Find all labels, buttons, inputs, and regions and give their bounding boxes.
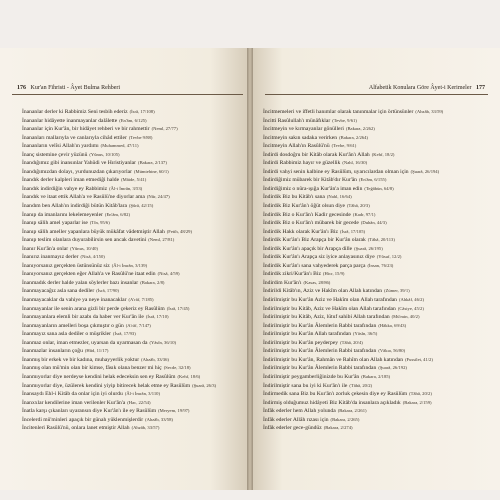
entry-text: İndirilmiştir bu Kur'ân Aziz ve Hakîm olan Allah tarafından [263, 297, 397, 304]
entry-text: İnanmayanlar ile senin arana gizli bir perde çekeriz ey Rasûlüm [22, 305, 165, 312]
index-entry [22, 330, 244, 339]
index-entry [22, 117, 244, 126]
entry-reference: (Yâsîn, 36/10) [149, 339, 177, 345]
entry-reference: (Kadr, 97/1) [352, 211, 376, 217]
index-entry [263, 108, 493, 117]
entry-text: İndirdik Kur'ân'ı sana vahyederek parça parça [263, 262, 366, 269]
entry-text: İnanmış olan mü'min olan bir kimse, fâsık olana benzer mi hiç [22, 365, 162, 372]
entry-reference: (Zümer, 39/1) [384, 288, 410, 294]
index-entry [22, 424, 244, 433]
entry-reference: (Şuarâ, 26/192) [378, 365, 407, 371]
entry-reference: (Tîn, 95/6) [89, 220, 110, 226]
entry-text: İndirdik Hakk olarak Kur'ân'ı Biz [263, 228, 339, 235]
entry-reference: (En'âm, 6/82) [104, 211, 130, 217]
index-entry [263, 228, 493, 237]
entry-text: İnanç sistemine çevir yüzünü [22, 151, 88, 158]
entry-reference: (Tâhâ, 20/113) [367, 237, 395, 243]
entry-text: İnanmazlar insanların çoğu [22, 348, 83, 355]
index-entry [263, 390, 493, 399]
left-page-header [14, 84, 120, 92]
entry-reference: (Şuarâ, 26/3) [192, 382, 217, 388]
entry-reference: (Hac, 22/54) [127, 399, 151, 405]
entry-reference: (Bakara, 2/274) [323, 425, 353, 431]
index-entry [263, 347, 493, 356]
index-entry [263, 202, 493, 211]
entry-text: İnanmayacaklar da vahiye ya neye inanacaklar [22, 297, 127, 304]
index-entry [22, 108, 244, 117]
index-entry [22, 339, 244, 348]
entry-reference: (Nisâ, 4/59) [157, 271, 180, 277]
index-entry [263, 219, 493, 228]
entry-text: İnatla karşı çıkanları uyaransın diye Kur'ân'ı ile ey Rasûlüm [22, 408, 157, 415]
index-entry [22, 262, 244, 271]
index-entry [22, 151, 244, 160]
entry-reference: (Şûrâ, 42/15) [129, 203, 154, 209]
entry-reference: (Yûnus, 10/40) [70, 245, 98, 251]
entry-text: İncitmeyin ve kırmayanlar gönülleri [263, 126, 344, 133]
entry-text: İndirilmiştir bu Kur'ân Âlemlerin Rabbi tarafından [263, 348, 377, 355]
entry-reference: (Bakara, 2/264) [339, 134, 368, 140]
index-entry [263, 296, 493, 305]
entry-text: İndirdim Kur'ân'ı [263, 279, 302, 286]
entry-reference: (Hâkka, 69/43) [378, 322, 407, 328]
entry-reference: (Muhammed, 47/11) [100, 143, 139, 149]
entry-text: İndirilmiştir bu Kitâb, Aziz, lütuf sahibi Allah tarafından [263, 314, 390, 321]
entry-text: İnanıp sâlih ameller yapanlara büyük mükâfat vâdetmiştir Allah [22, 228, 165, 235]
entry-reference: (Bakara, 2/8) [140, 279, 165, 285]
entry-text: İnanmıyorlar diye, üzülerek kendini yiyip bitirecek helak etme ey Rasûlüm [22, 382, 191, 389]
entry-text: İndirilmiştir bu Kur'ân Âlemlerin Rabbi tarafından [263, 322, 377, 329]
entry-reference: (Kehf, 18/6) [177, 373, 201, 379]
index-entry [263, 373, 493, 382]
index-entry [263, 159, 493, 168]
entry-reference: (Neml, 27/81) [148, 237, 175, 243]
index-entry [263, 211, 493, 220]
entry-reference: (Şuarâ, 26/194) [410, 168, 440, 174]
entry-reference: (Âl-i İmrân, 3/53) [109, 185, 143, 191]
entry-text: İndirmiş olduğumuz hidâyeti Biz Kitâb'da insanlara açıkladık [263, 399, 401, 406]
entry-text: İndirilmiştir bu Kur'ân Âlemlerin Rabbi tarafından [263, 365, 377, 372]
right-page [253, 48, 500, 490]
index-entry [22, 142, 244, 151]
book-spread [0, 48, 500, 490]
index-entry [22, 185, 244, 194]
index-entry [22, 364, 244, 373]
entry-reference: (Bakara, 2/185) [361, 373, 391, 379]
entry-reference: (Âl-i İmrân, 3/110) [124, 391, 160, 397]
index-entry [22, 159, 244, 168]
entry-reference: (Şuarâ, 26/195) [354, 245, 383, 251]
index-entry [263, 193, 493, 202]
right-header-rule [265, 94, 488, 95]
index-entry [22, 168, 244, 177]
left-running-title: Kur'an Fihristi - Âyet Bulma Rehberi [30, 85, 121, 91]
entry-reference: (Kasas, 28/86) [303, 279, 331, 285]
index-entry [263, 416, 493, 425]
entry-text: İnananlar hidâyette inanmayanlar dalâlette [22, 117, 118, 124]
entry-text: İnananları mallarıyla ve canlarıyla cihâd ettiler [22, 134, 127, 141]
entry-text: İndirdik Biz bu Kitâb'ı sana [263, 194, 325, 201]
entry-reference: (Bakara, 2/265) [330, 416, 360, 422]
entry-reference: (A'râf, 7/147) [125, 322, 151, 328]
entry-reference: (Yâsîn, 36/5) [353, 331, 378, 337]
index-entry [263, 125, 493, 134]
index-entry [22, 219, 244, 228]
entry-reference: (Tâhâ, 20/4) [340, 339, 363, 345]
entry-text: İndirdik Biz o Kur'ân'ı mübarek bir gecede [263, 220, 359, 227]
entry-reference: (Fussilet, 41/2) [405, 356, 433, 362]
index-entry [22, 287, 244, 296]
index-entry [263, 151, 493, 160]
entry-reference: (Ahzâb, 33/57) [131, 425, 160, 431]
index-entry [263, 330, 493, 339]
entry-reference: (Teğâbün, 64/8) [364, 185, 394, 191]
left-entry-list [22, 108, 244, 433]
entry-reference: (İnsan, 76/23) [367, 262, 394, 268]
index-entry [263, 262, 493, 271]
entry-reference: (İsrâ, 17/10) [145, 314, 169, 320]
index-entry [22, 134, 244, 143]
entry-text: İndirdik Biz Kur'ân'ı öğüt olsun diye [263, 203, 346, 210]
entry-text: İnanıyorsanız gerçekten üstünsünüz siz [22, 262, 110, 269]
entry-reference: (Vâkıa, 56/80) [378, 348, 406, 354]
entry-text: İnanırız inanmayız derler [22, 254, 79, 261]
left-page-number: 176 [17, 85, 26, 91]
entry-text: İndirilmiştir peygamberliğinizde bu Kur'ân [263, 373, 360, 380]
index-entry [22, 228, 244, 237]
entry-text: İnanmayanlara elemli bir azabı da haber ver Kur'ân ile [22, 314, 144, 321]
entry-reference: (İsrâ, 17/108) [129, 109, 155, 114]
entry-reference: (Tâhâ, 20/2) [349, 382, 373, 388]
entry-reference: (Ahzâb, 33/59) [415, 109, 444, 114]
index-entry [22, 253, 244, 262]
entry-reference: (İsrâ, 17/93) [113, 331, 136, 337]
entry-text: İnansaydı Ehl-i Kitâb da onlar için iyi olurdu [22, 391, 123, 398]
entry-text: İnandım ben Allah'ın indirdiği bütün Kitâb'lara [22, 203, 128, 210]
entry-text: İndirdiğimiz o nûra-ışığa Kur'ân'a iman edin [263, 185, 363, 192]
entry-text: İndirilmiştir bu Kur'ân Allah tarafından [263, 331, 352, 338]
entry-reference: (İsrâ, 17/90) [96, 288, 119, 294]
entry-text: İndirdik Kur'ân'ı Arapça siz iyice anlayasınız diye [263, 254, 375, 261]
entry-text: İnfâk ederler Allâh rızası için [263, 416, 329, 423]
entry-reference: (Câsiye, 45/2) [397, 305, 424, 311]
entry-reference: (Mü'min, 40/2) [391, 314, 420, 320]
entry-text: İnandık indirdiğin vahye ey Rabbimiz [22, 185, 108, 192]
entry-text: İnananların velîsi Allah'ın yardımı [22, 143, 99, 150]
entry-text: İndirdik zikri/Kur'ân'ı Biz [263, 271, 321, 278]
index-entry [263, 356, 493, 365]
entry-reference: (Tevbe, 9/61) [331, 143, 357, 149]
entry-text: İnanıp da imanlarını lekelemeyenler [22, 211, 103, 218]
index-entry [263, 176, 493, 185]
index-entry [22, 356, 244, 365]
entry-reference: (Ahzâb, 33/36) [141, 356, 169, 362]
entry-reference: (Ahzâb, 33/58) [145, 416, 173, 422]
index-entry [22, 382, 244, 391]
entry-reference: (Yûsuf, 12/2) [376, 254, 402, 260]
index-entry [22, 373, 244, 382]
entry-reference: (Kehf, 18/2) [371, 151, 395, 157]
index-entry [263, 287, 493, 296]
entry-reference: (A'râf, 7/185) [128, 297, 154, 303]
entry-text: İnanmayız sana asla dediler o müşrikler [22, 331, 112, 338]
index-entry [22, 279, 244, 288]
entry-reference: (En'âm, 6/125) [119, 117, 147, 123]
entry-reference: (Neml, 27/77) [151, 126, 178, 132]
index-entry [263, 185, 493, 194]
index-entry [22, 399, 244, 408]
entry-text: İncitenleri Rasûlü'nü, onlara lanet etmiştir Allah [22, 425, 130, 432]
entry-text: İnfâk ederler gece-gündüz [263, 425, 322, 432]
index-entry [263, 117, 493, 126]
index-entry [263, 407, 493, 416]
entry-text: İnanmadık derler halde yalan söylerler bazı insanlar [22, 279, 139, 286]
left-header-rule [12, 94, 243, 95]
entry-text: İnanmıyorlar diye nerdeyse kendini helak edeceksin sen ey Rasûlüm [22, 373, 176, 380]
entry-text: İndirilmiştir bu Kitâb, Aziz ve Hakîm olan Allah tarafından [263, 305, 396, 312]
entry-text: İnanmayanların amelleri boşa çıkmıştır o gün [22, 322, 124, 329]
right-running-title: Alfabetik Konulara Göre Âyet-i Kerimeler [368, 85, 472, 91]
entry-reference: (Âl-i İmrân, 3/139) [111, 262, 148, 268]
entry-text: İnananlar için Kur'ân, bir hidâyet rehberi ve bir rahmettir [22, 126, 150, 133]
index-entry [263, 236, 493, 245]
index-entry [22, 347, 244, 356]
entry-text: İndirmedik sana Biz bu Kur'ân'ı zorluk çekesin diye ey Rasûlüm [263, 391, 408, 398]
entry-text: İnananlar derler ki Rabbimiz Seni tesbih ederiz [22, 109, 128, 115]
entry-reference: (Yûnus, 10/105) [89, 151, 120, 157]
entry-text: İndirdiğimiz mübarek bir Kitâb'dır Kur'ân [263, 177, 357, 184]
entry-text: İnanmayacağız asla sana dediler [22, 288, 95, 295]
index-entry [263, 313, 493, 322]
entry-reference: (Nisâ, 4/150) [80, 254, 105, 260]
index-entry [263, 270, 493, 279]
entry-text: İnandığımızdan dolayı, yurdunuzdan çıkarıyorlar [22, 168, 132, 175]
index-entry [22, 322, 244, 331]
index-entry [22, 193, 244, 202]
entry-reference: (Mümtehine, 60/1) [133, 168, 169, 174]
index-entry [263, 245, 493, 254]
entry-reference: (Ahkâf, 46/2) [398, 297, 424, 303]
entry-reference: (Bakara, 2/137) [138, 160, 167, 166]
index-entry [22, 125, 244, 134]
entry-text: İnanxxlar kendilerine iman verilenler Kur'ân'a [22, 399, 126, 406]
entry-text: İncitti Rasûlullah'ı münâfıklar [263, 117, 331, 124]
entry-text: İnanıyorsanız gerçekten eğer Allah'a ve Rasûlü'ne itaat edin [22, 271, 156, 278]
index-entry [22, 202, 244, 211]
index-entry [22, 245, 244, 254]
index-entry [263, 322, 493, 331]
entry-reference: (Tâhâ, 20/3) [347, 203, 370, 209]
entry-text: İndirdi Rabbimiz hayır ve güzellik [263, 160, 341, 167]
index-entry [22, 313, 244, 322]
index-entry [263, 305, 493, 314]
right-page-header [369, 84, 488, 92]
index-entry [22, 407, 244, 416]
entry-reference: (Bakara, 2/159) [402, 399, 432, 405]
entry-text: İnanmaz onlar, iman etmezler, uyarsan da uyarmasan da [22, 339, 148, 346]
entry-reference: (Tâhâ, 20/2) [409, 391, 432, 397]
entry-text: İndirdi vahyi senin kalbine ey Rasûlüm, uyarıcılardan olman için [263, 168, 409, 175]
entry-text: İndirdi dosdoğru bir Kitâb olarak Kur'ân'ı Allah [263, 151, 370, 158]
entry-reference: (Hicr, 15/9) [322, 271, 345, 277]
entry-text: İndirilmiştir bu Kur'ân, Rahmân ve Rahîm olan Allah katından [263, 356, 404, 363]
index-entry [22, 296, 244, 305]
entry-text: İndirdik Kur'ân'ı apaçık bir Arapça dille [263, 245, 353, 252]
index-entry [22, 416, 244, 425]
entry-reference: (Nahl, 16/64) [326, 194, 352, 200]
entry-text: İnfâk ederler hem Allah yolunda [263, 408, 336, 415]
entry-text: İnanır Kur'ân'a onlar [22, 245, 69, 252]
entry-reference: (Secde, 32/18) [163, 365, 191, 371]
left-page [0, 48, 247, 490]
entry-reference: (İsrâ, 17/105) [340, 228, 366, 234]
entry-text: İndirilmiştir sana bu iyi ki Kur'ân'ı ile [263, 382, 348, 389]
index-entry [22, 390, 244, 399]
right-page-number: 177 [476, 85, 485, 91]
entry-text: İnanıp teslim olanlara duyurabilirsin sen ancak davetini [22, 237, 147, 244]
entry-reference: (Nahl, 16/30) [342, 160, 368, 166]
index-entry [263, 134, 493, 143]
index-entry [263, 424, 493, 433]
index-entry [22, 236, 244, 245]
entry-reference: (En'âm, 6/155) [358, 177, 387, 183]
entry-reference: (Duhân, 44/3) [360, 220, 387, 226]
right-entry-list [263, 108, 493, 433]
index-entry [263, 399, 493, 408]
index-entry [263, 279, 493, 288]
entry-text: İnandık ve itaat ettik Allah'a ve Rasûlü'ne diyorlar ama [22, 194, 145, 201]
index-entry [22, 211, 244, 220]
entry-reference: (Tevbe 9/88) [128, 134, 153, 140]
index-entry [263, 253, 493, 262]
entry-text: İndirdik Biz o Kur'ân'ı Kadir gecesinde [263, 211, 351, 218]
entry-text: İncitmeyin Allah'ın Rasûlü'nü [263, 143, 330, 150]
entry-text: İnandığımız gibi inansınlar Yahûdi ve Hıristiyanlar [22, 160, 137, 167]
index-entry [22, 270, 244, 279]
entry-reference: (Fetih, 48/29) [166, 228, 193, 234]
index-entry [263, 339, 493, 348]
index-entry [22, 176, 244, 185]
entry-reference: (Bakara, 2/261) [337, 408, 367, 414]
entry-text: İnanmış bir erkek ve bir kadına, muhayyerlik yoktur [22, 356, 140, 363]
index-entry [22, 305, 244, 314]
entry-reference: (Bakara, 2/262) [345, 126, 375, 132]
entry-text: İncitmeyin sakın sadaka verirken [263, 134, 338, 141]
entry-text: İncitmemeleri ve iffetli hanımlar olarak tanınmalar için örtünsünler [263, 109, 414, 115]
entry-reference: (Mâide, 5/41) [121, 177, 147, 183]
index-entry [263, 142, 493, 151]
entry-text: İnanıp sâlih amel yaparlar ise [22, 220, 88, 227]
entry-text: İndirildi Kitâb'ın, Aziz ve Hakîm olan Allah katından [263, 288, 383, 295]
entry-text: İndirdik Kur'ân'ı Biz Arapça bir Kur'ân olarak [263, 237, 366, 244]
entry-reference: (Tevbe, 9/61) [332, 117, 357, 123]
entry-text: İnandık derler kalpleri iman etmediği halde [22, 177, 120, 184]
entry-reference: (İsrâ, 17/45) [166, 305, 190, 311]
entry-text: İncelerdi mü'minleri apaçık bir günah yüklenmişlerdir [22, 416, 144, 423]
entry-reference: (Nûr, 24/47) [146, 194, 170, 200]
index-entry [263, 168, 493, 177]
entry-reference: (Meryem, 19/97) [158, 408, 190, 414]
entry-text: İndirilmiştir bu Kur'ân peyderpey [263, 339, 339, 346]
index-entry [263, 364, 493, 373]
index-entry [263, 382, 493, 391]
entry-reference: (Hûd, 11/17) [84, 348, 109, 354]
